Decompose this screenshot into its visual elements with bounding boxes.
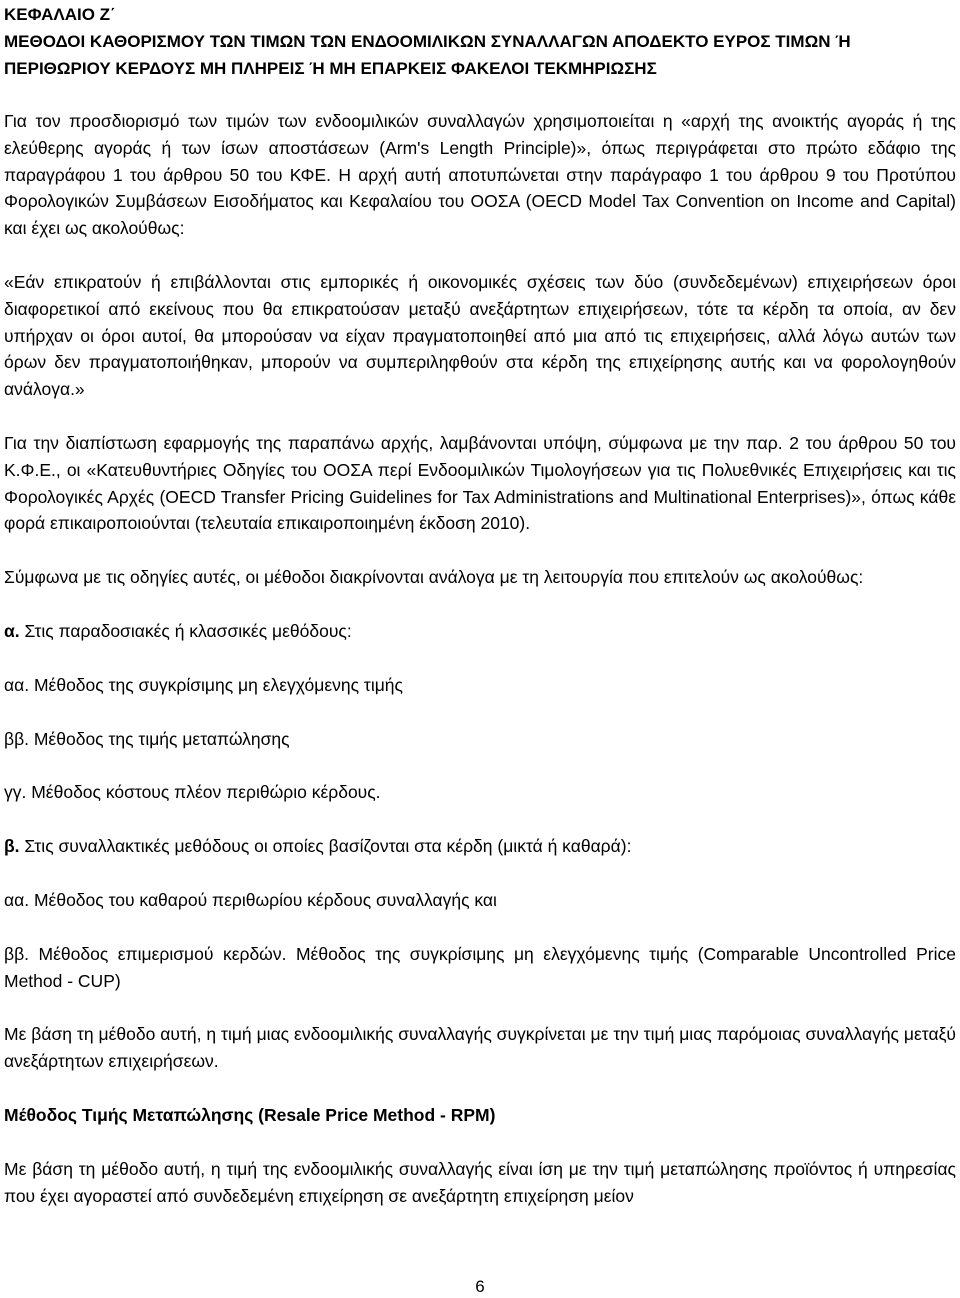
list-item: γγ. Μέθοδος κόστους πλέον περιθώριο κέρδους. bbox=[4, 782, 381, 803]
chapter-title: ΜΕΘΟΔΟΙ ΚΑΘΟΡΙΣΜΟΥ ΤΩΝ ΤΙΜΩΝ ΤΩΝ ΕΝΔΟΟΜΙΛΙΚΩΝ ΣΥΝΑΛΛΑΓΩΝ ΑΠΟΔΕΚΤΟ ΕΥΡΟΣ ΤΙΜΩΝ Ή ΠΕΡΙΘΩΡΙΟΥ ΚΕΡΔΟΥΣ ΜΗ ΠΛΗΡΕΙΣ Ή ΜΗ ΕΠΑΡΚΕΙΣ ΦΑΚΕΛΟΙ ΤΕΚΜΗΡΙΩΣΗΣ bbox=[4, 32, 851, 78]
list-text-a: Στις παραδοσιακές ή κλασσικές μεθόδους: bbox=[19, 620, 352, 641]
chapter-label: ΚΕΦΑΛΑΙΟ Ζ΄ bbox=[4, 5, 116, 24]
list-label-b: β. bbox=[4, 836, 20, 857]
paragraph-cup: Με βάση τη μέθοδο αυτή, η τιμή μιας ενδοομιλικής συναλλαγής συγκρίνεται με την τιμή μιας παρόμοιας συναλλαγής μεταξύ ανεξάρτητων επιχειρήσεων. bbox=[4, 1024, 956, 1072]
list-item: αα. Μέθοδος του καθαρού περιθωρίου κέρδους συναλλαγής και bbox=[4, 889, 497, 910]
paragraph-methods-intro: Σύμφωνα με τις οδηγίες αυτές, οι μέθοδοι διακρίνονται ανάλογα με τη λειτουργία που επιτελούν ως ακολούθως: bbox=[4, 567, 864, 588]
list-item: αα. Μέθοδος της συγκρίσιμης μη ελεγχόμενης τιμής bbox=[4, 674, 403, 695]
paragraph-quote: «Εάν επικρατούν ή επιβάλλονται στις εμπορικές ή οικονομικές σχέσεις των δύο (συνδεδεμένων) επιχειρήσεων όροι διαφορετικοί από εκείνους που θα επικρατούσαν μεταξύ ανεξάρτητων επιχειρήσεων, τότε τα κέρδη τα οποία, αν δεν υπήρχαν οι όροι αυτοί, θα μπορούσαν να είχαν πραγματοποιηθεί από μια από τις επιχειρήσεις, αλλά λόγω αυτών των όρων δεν πραγματοποιήθηκαν, μπορούν να συμπεριληφθούν στα κέρδη της επιχείρησης αυτής και να φορολογηθούν ανάλογα.» bbox=[4, 271, 956, 400]
paragraph-arms-length: Για τον προσδιορισμό των τιμών των ενδοομιλικών συναλλαγών χρησιμοποιείται η «αρχή της ανοικτής αγοράς ή της ελεύθερης αγοράς ή των ίσων αποστάσεων (Arm's Length Principle)», όπως περιγράφεται στο πρώτο εδάφιο της παραγράφου 1 του άρθρου 50 του ΚΦΕ. Η αρχή αυτή αποτυπώνεται στην παράγραφο 1 του άρθρου 9 του Προτύπου Φορολογικών Συμβάσεων Εισοδήματος και Κεφαλαίου του ΟΟΣΑ (OECD Model Tax Convention on Income and Capital) και έχει ως ακολούθως: bbox=[4, 111, 956, 239]
list-text-b: Στις συναλλακτικές μεθόδους οι οποίες βασίζονται στα κέρδη (μικτά ή καθαρά): bbox=[19, 836, 632, 857]
list-item: ββ. Μέθοδος της τιμής μεταπώλησης bbox=[4, 728, 290, 749]
list-item-transactional bbox=[4, 833, 956, 860]
document-page bbox=[0, 2, 960, 1209]
list-item-traditional bbox=[4, 618, 956, 645]
section-heading-rpm: Μέθοδος Τιμής Μεταπώλησης (Resale Price Method - RPM) bbox=[4, 1104, 496, 1125]
list-item: ββ. Μέθοδος επιμερισμού κερδών. Μέθοδος της συγκρίσιμης μη ελεγχόμενης τιμής (Comparable Uncontrolled Price Method - CUP) bbox=[4, 943, 956, 991]
list-label-a: α. bbox=[4, 620, 20, 641]
page-number: 6 bbox=[475, 1277, 485, 1296]
paragraph-rpm: Με βάση τη μέθοδο αυτή, η τιμή της ενδοομιλικής συναλλαγής είναι ίση με την τιμή μεταπώλησης προϊόντος ή υπηρεσίας που έχει αγοραστεί από συνδεδεμένη επιχείρηση σε ανεξάρτητη επιχείρηση μείον bbox=[4, 1158, 956, 1206]
paragraph-guidelines: Για την διαπίστωση εφαρμογής της παραπάνω αρχής, λαμβάνονται υπόψη, σύμφωνα με την παρ. 2 του άρθρου 50 του Κ.Φ.Ε., οι «Κατευθυντήριες Οδηγίες του ΟΟΣΑ περί Ενδοομιλικών Τιμολογήσεων για τις Πολυεθνικές Επιχειρήσεις και τις Φορολογικές Αρχές (OECD Transfer Pricing Guidelines for Tax Administrations and Multinational Enterprises)», όπως κάθε φορά επικαιροποιούνται (τελευταία επικαιροποιημένη έκδοση 2010). bbox=[4, 432, 956, 534]
